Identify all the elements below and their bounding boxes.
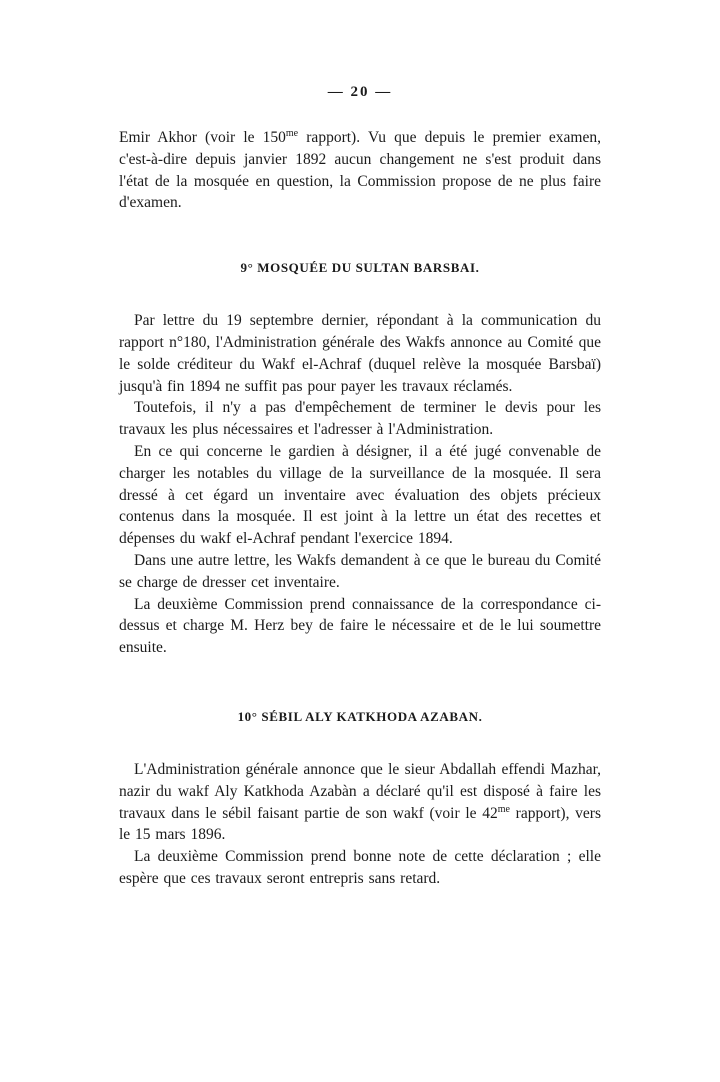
paragraph-text: rapport). Vu que depuis le premier examen, c'est-à-dire depuis janvier 1892 aucun changement ne s'est produit dans l'état de la mosquée en question, la Commission propose de ne plus faire d'examen. [119, 129, 601, 212]
section-heading-10: 10° SÉBIL ALY KATKHODA AZABAN. [237, 708, 483, 724]
paragraph: La deuxième Commission prend connaissance de la correspondance ci-dessus et charge M. Herz bey de faire le nécessaire et de le lui soumettre ensuite. [119, 595, 601, 657]
superscript: me [497, 803, 510, 815]
paragraph: En ce qui concerne le gardien à désigner, il a été jugé convenable de charger les notables du village de la surveillance de la mosquée. Il sera dressé à cet égard un inventaire avec évaluation des objets précieux contenus dans la mosquée. Il est joint à la lettre un état des recettes et dépenses du wakf el-Achraf pendant l'exercice 1894. [119, 442, 601, 548]
paragraph-text: rapport), vers le 15 mars 1896. [119, 804, 601, 844]
paragraph: La deuxième Commission prend bonne note de cette déclaration ; elle espère que ces travaux seront entrepris sans retard. [119, 848, 601, 887]
superscript: me [285, 127, 299, 139]
paragraph-text: L'Administration générale annonce que le sieur Abdallah effendi Mazhar, nazir du wakf Aly Katkhoda Azabàn a déclaré qu'il est disposé à faire les travaux dans le sébil faisant partie de son wakf (voir le 42 [119, 760, 601, 822]
paragraph: Toutefois, il n'y a pas d'empêchement de terminer le devis pour les travaux les plus nécessaires et l'adresser à l'Administration. [119, 399, 601, 439]
paragraph-text: Emir Akhor (voir le 150 [119, 129, 286, 146]
paragraph: Par lettre du 19 septembre dernier, répondant à la communication du rapport n°180, l'Administration générale des Wakfs annonce au Comité que le solde créditeur du Wakf el-Achraf (duquel relève la mosquée Barsbaï) jusqu'à fin 1894 ne suffit pas pour payer les travaux réclamés. [119, 312, 601, 395]
paragraph [119, 127, 601, 214]
page-number: — 20 — [327, 84, 393, 100]
paragraph: Dans une autre lettre, les Wakfs demandent à ce que le bureau du Comité se charge de dresser cet inventaire. [119, 551, 601, 591]
paragraph [119, 759, 601, 846]
document-page [119, 0, 601, 890]
section-heading-9: 9° MOSQUÉE DU SULTAN BARSBAI. [240, 260, 480, 276]
